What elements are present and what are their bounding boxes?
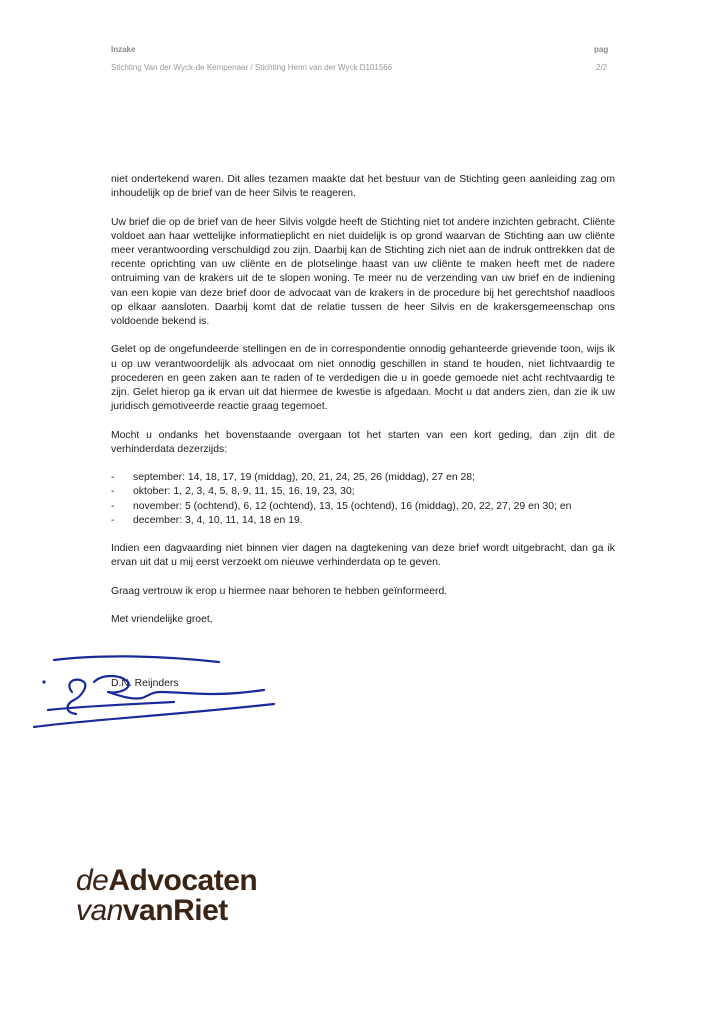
subject-label: Inzake (111, 45, 136, 54)
paragraph-4: Mocht u ondanks het bovenstaande overgaan tot het starten van een kort geding, dan zijn dit de verhinderdata dezerzijds: (111, 429, 615, 455)
paragraph-6: Graag vertrouw ik erop u hiermee naar behoren te hebben geïnformeerd. (111, 585, 448, 597)
date-text: november: 5 (ochtend), 6, 12 (ochtend), 13, 15 (ochtend), 16 (middag), 20, 22, 27, 29 en 30; en (133, 500, 572, 512)
logo-text-van: van (76, 894, 123, 927)
list-item: - november: 5 (ochtend), 6, 12 (ochtend), 13, 15 (ochtend), 16 (middag), 20, 22, 27, 29 en 30; en (111, 500, 572, 512)
paragraph-1: niet ondertekend waren. Dit alles tezamen maakte dat het bestuur van de Stichting geen aanleiding zag om inhoudelijk op de brief van de heer Silvis te reageren. (111, 174, 615, 200)
list-item: - september: 14, 18, 17, 19 (middag), 20, 21, 24, 25, 26 (middag), 27 en 28; (111, 472, 475, 484)
date-text: september: 14, 18, 17, 19 (middag), 20, 21, 24, 25, 26 (middag), 27 en 28; (133, 472, 475, 484)
firm-logo (76, 866, 257, 926)
date-text: december: 3, 4, 10, 11, 14, 18 en 19. (133, 514, 303, 526)
paragraph-5: Indien een dagvaarding niet binnen vier dagen na dagtekening van deze brief wordt uitgebracht, dan ga ik ervan uit dat u mij eerst verzoekt om nieuwe verhinderdata op te geven. (111, 543, 615, 569)
page-label: pag (594, 45, 609, 54)
logo-text-vanriet: vanRiet (122, 894, 228, 927)
date-text: oktober: 1, 2, 3, 4, 5, 8, 9, 11, 15, 16, 19, 23, 30; (133, 486, 355, 498)
paragraph-2: Uw brief die op de brief van de heer Silvis volgde heeft de Stichting niet tot andere inzichten gebracht. Cliënte voldoet aan haar wettelijke informatieplicht en niet duidelijk is op grond waarvan de Stichting aan uw cliënte meer verantwoording verschuldigd zou zijn. Daarbij kan de Stichting zich niet aan de indruk onttrekken dat de recente oprichting van uw cliënte en de plotselinge haast van uw cliënte te maken heeft met de nadere ontruiming van de krakers uit de te slopen woning. Te meer nu de verzending van uw brief en de indiening van een kopie van deze brief door de advocaat van de krakers in de procedure bij het gerechtshof naadloos op elkaar aansloten. Daarbij komt dat de relatie tussen de heer Silvis en de krakersgemeenschap ons voldoende bekend is. (111, 216, 615, 328)
logo-text-de: de (76, 864, 109, 897)
logo-text-advocaten: Advocaten (108, 864, 258, 897)
list-item: - december: 3, 4, 10, 11, 14, 18 en 19. (111, 514, 303, 526)
signatory-name: D.N. Reijnders (111, 677, 179, 689)
list-item: - oktober: 1, 2, 3, 4, 5, 8, 9, 11, 15, 16, 19, 23, 30; (111, 486, 355, 498)
subject-text: Stichting Van der Wyck-de Kempenaer / Stichting Henri van der Wyck D101566 (111, 63, 393, 72)
page-number: 2/2 (596, 63, 608, 72)
handwritten-signature (24, 652, 279, 730)
paragraph-3: Gelet op de ongefundeerde stellingen en de in correspondentie onnodig gehanteerde grievende toon, wijs ik u op uw verantwoordelijk als advocaat om niet onnodig geschillen in stand te houden, niet lichtvaardig te procederen en geen zaken aan te raden of te verdedigen die u in goede gemoede niet acht rechtvaardig te zijn. Gelet hierop ga ik ervan uit dat hiermee de kwestie is afgedaan. Mocht u dat anders zien, dan zie ik uw juridisch gemotiveerde reactie graag tegemoet. (111, 344, 615, 413)
closing-greeting: Met vriendelijke groet, (111, 614, 213, 626)
unavailable-dates-list (111, 471, 615, 528)
letter-body (111, 173, 615, 705)
